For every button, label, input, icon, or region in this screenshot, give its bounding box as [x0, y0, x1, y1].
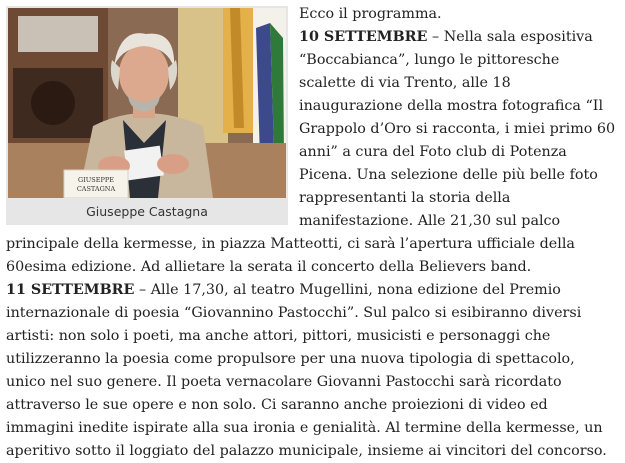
nameplate-line-1: GIUSEPPE — [78, 176, 114, 184]
schedule-text: – Alle 17,30, al teatro Mugellini, nona edizione del Premio internazionale di poesia “Giovannino Pastocchi”. Sul palco si esibiranno diversi artisti: non solo i poeti, ma anche attori, pittori, musicisti e personaggi che utilizzeranno la poesia come propulsore per una nuova tipologia di spettacolo, unico nel suo genere. Il poeta vernacolare Giovanni Pastocchi sarà ricordato attraverso le sue opere e non solo. Ci saranno anche proiezioni di video ed immagini inedite ispirate alla sua ironia e genialità. Al termine della kermesse, un aperitivo sotto il loggiato del palazzo municipale, insieme ai vincitori del concorso. — [6, 282, 607, 459]
speaker-photo[interactable] — [8, 8, 286, 198]
schedule-item-2 — [6, 279, 618, 463]
schedule-date: 10 SETTEMBRE — [299, 29, 428, 45]
intro-paragraph: Ecco il programma. — [299, 6, 442, 22]
schedule-text: – Nella sala espositiva “Boccabianca”, lungo le pittoresche scalette di via Trento, alle 18 inaugurazione della mostra fotografica “Il Grappolo d’Oro si racconta, i miei primo 60 anni” a cura del Foto club di Potenza Picena. Una selezione delle più belle foto rappresentanti la storia della manifestazione. Alle 21,30 sul palco principale della kermesse, in piazza Matteotti, ci sarà l’apertura ufficiale della 60esima edizione. Ad allietare la serata il concerto della Believers band. — [6, 29, 616, 275]
photo-figure — [6, 6, 288, 225]
schedule-date: 11 SETTEMBRE — [6, 282, 135, 298]
photo-caption: Giuseppe Castagna — [86, 204, 208, 219]
nameplate-line-2: CASTAGNA — [76, 185, 116, 193]
